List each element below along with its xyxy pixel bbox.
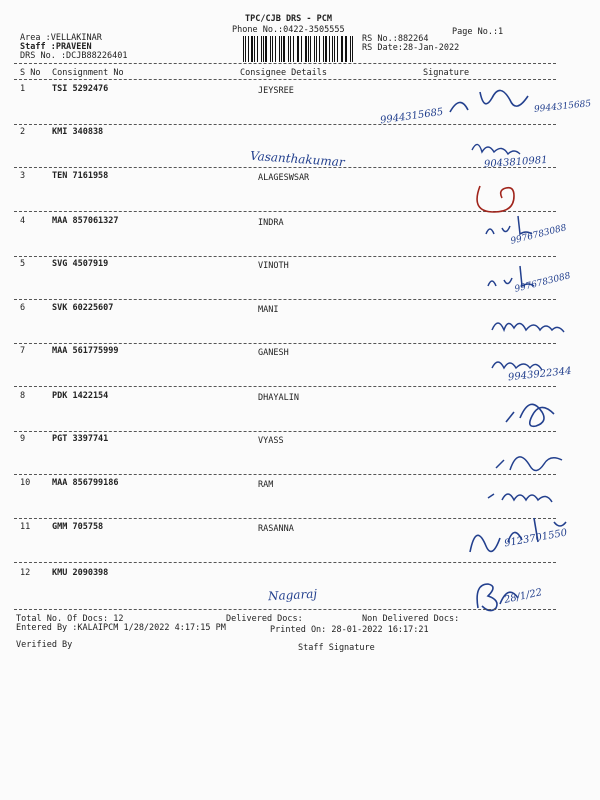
footer-divider [14,609,556,610]
row-number: 10 [20,478,31,488]
row-consignee: RAM [258,480,274,490]
hand-phone-5: 9976783088 [513,271,572,295]
hand-phone-7: 9943922344 [507,365,572,384]
barcode [243,36,355,62]
signature-row-8 [500,392,580,432]
row-number: 5 [20,259,26,269]
hand-name-12: Nagaraj [267,586,318,604]
rs-date: RS Date:28-Jan-2022 [362,43,460,53]
row-consignment: KMU 2090398 [52,568,109,578]
row-consignment: SVG 4507919 [52,259,109,269]
col-consignee: Consignee Details [240,68,327,78]
col-sno: S No [20,68,41,78]
hand-phone-2: 9043810981 [483,154,548,171]
signature-row-6 [488,312,578,338]
total-docs: Total No. Of Docs: 12 [16,614,124,624]
row-divider [14,518,556,519]
staff-signature: Staff Signature [298,643,375,653]
row-divider [14,211,556,212]
row-consignment: PGT 3397741 [52,434,109,444]
row-number: 7 [20,346,26,356]
row-consignment: MAA 561775999 [52,346,119,356]
row-divider [14,431,556,432]
row-divider [14,256,556,257]
hand-phone-4: 9976783088 [509,223,568,247]
row-consignee: JEYSREE [258,86,294,96]
row-divider [14,299,556,300]
header-divider [14,63,556,64]
row-divider [14,343,556,344]
hand-phone-11: 9123701550 [503,527,569,550]
signature-row-10 [484,484,574,506]
row-consignee: VINOTH [258,261,289,271]
stamp-row-3 [470,178,522,218]
document-title: TPC/CJB DRS - PCM [245,14,332,24]
row-divider [14,167,556,168]
row-consignment: SVK 60225607 [52,303,114,313]
hand-name-2: Vasanthakumar [249,148,346,170]
row-consignee: GANESH [258,348,289,358]
row-consignee: MANI [258,305,279,315]
row-number: 8 [20,391,26,401]
phone-number: Phone No.:0422-3505555 [232,25,345,35]
row-number: 4 [20,216,26,226]
row-consignment: TEN 7161958 [52,171,109,181]
row-consignment: MAA 856799186 [52,478,119,488]
col-consignment: Consignment No [52,68,124,78]
row-consignee: RASANNA [258,524,294,534]
hand-phone-1b: 9944315685 [533,99,592,115]
row-divider [14,124,556,125]
entered-by: Entered By :KALAIPCM 1/28/2022 4:17:15 PM [16,623,226,633]
row-number: 9 [20,434,26,444]
row-consignment: KMI 340838 [52,127,104,137]
row-consignment: GMM 705758 [52,522,104,532]
row-consignment: MAA 857061327 [52,216,119,226]
columns-divider [14,79,556,80]
row-consignment: PDK 1422154 [52,391,109,401]
row-consignee: VYASS [258,436,284,446]
row-number: 2 [20,127,26,137]
signature-row-9 [490,444,570,478]
non-delivered-docs: Non Delivered Docs: [362,614,460,624]
page-number: Page No.:1 [452,27,504,37]
staff-label: Staff :PRAVEEN [20,42,92,52]
printed-on: Printed On: 28-01-2022 16:17:21 [270,625,429,635]
row-number: 1 [20,84,26,94]
drs-number: DRS No. :DCJB88226401 [20,51,128,61]
row-consignment: TSI 5292476 [52,84,109,94]
row-divider [14,474,556,475]
hand-phone-1a: 9944315685 [379,106,445,127]
hand-date-12: 28/1/22 [503,587,544,606]
col-signature: Signature [423,68,470,78]
row-number: 11 [20,522,31,532]
delivered-docs: Delivered Docs: [226,614,303,624]
row-divider [14,562,556,563]
row-number: 6 [20,303,26,313]
signature-row-2 [466,136,566,158]
verified-by: Verified By [16,640,73,650]
rs-number: RS No.:882264 [362,34,429,44]
row-divider [14,386,556,387]
row-number: 12 [20,568,31,578]
row-consignee: DHAYALIN [258,393,299,403]
area-label: Area :VELLAKINAR [20,33,102,43]
row-number: 3 [20,171,26,181]
row-consignee: ALAGESWSAR [258,173,310,183]
row-consignee: INDRA [258,218,284,228]
